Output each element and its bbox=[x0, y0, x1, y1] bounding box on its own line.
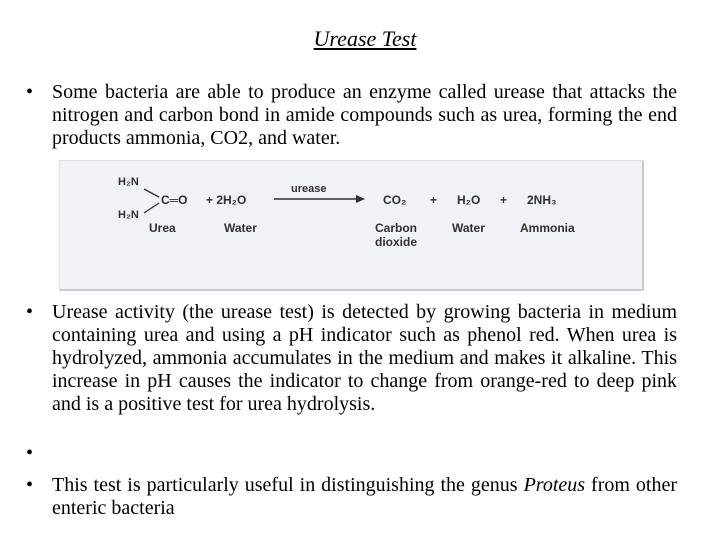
bond-top bbox=[144, 189, 159, 197]
bullet-text: Urease activity (the urease test) is detected by growing bacteria in medium containing urea and using a pH indicator such as phenol red. When urea is hydrolyzed, ammonia accumulates in the medium and makes it alkaline. This increase in pH causes the indicator to change from orange-red to deep pink and is a positive test for urea hydrolysis. bbox=[52, 301, 677, 415]
co2-caption-line2: dioxide bbox=[375, 235, 418, 249]
bullet-marker: • bbox=[26, 81, 34, 103]
bullet-marker: • bbox=[26, 301, 34, 323]
bullet-text bbox=[52, 474, 677, 520]
urea-caption: Urea bbox=[149, 221, 176, 235]
reaction-diagram bbox=[60, 161, 640, 287]
carbonyl-group: C═O bbox=[161, 193, 188, 207]
bullet-text-before: This test is particularly useful in distinguishing the genus bbox=[52, 474, 524, 496]
bullet-text-after: from other enteric bacteria bbox=[52, 474, 677, 519]
reaction-arrow-head bbox=[356, 195, 365, 203]
water-product-caption: Water bbox=[452, 221, 485, 235]
amine-bottom-label: H₂N bbox=[118, 209, 139, 221]
enzyme-label: urease bbox=[291, 183, 327, 195]
bullet-item bbox=[26, 81, 677, 150]
co2-product: CO₂ bbox=[383, 193, 407, 207]
water-product: H₂O bbox=[457, 193, 481, 207]
bond-bottom bbox=[144, 203, 159, 213]
water-reactant: + 2H₂O bbox=[206, 193, 247, 207]
ammonia-caption: Ammonia bbox=[520, 221, 575, 235]
bullet-item bbox=[26, 474, 677, 520]
bullet-item bbox=[26, 301, 677, 416]
water-caption: Water bbox=[224, 221, 257, 235]
plus-sign: + bbox=[430, 193, 438, 207]
bullet-marker: • bbox=[26, 442, 34, 464]
plus-sign: + bbox=[500, 193, 508, 207]
ammonia-product: 2NH₃ bbox=[527, 193, 557, 207]
co2-caption-line1: Carbon bbox=[375, 221, 417, 235]
reaction-figure bbox=[59, 160, 644, 291]
bullet-marker: • bbox=[26, 474, 34, 496]
genus-name: Proteus bbox=[523, 474, 586, 496]
bullet-text: Some bacteria are able to produce an enzyme called urease that attacks the nitrogen and carbon bond in amide compounds such as urea, forming the end products ammonia, CO2, and water. bbox=[52, 81, 677, 149]
amine-top-label: H₂N bbox=[118, 176, 139, 188]
page-title: Urease Test bbox=[313, 26, 417, 51]
